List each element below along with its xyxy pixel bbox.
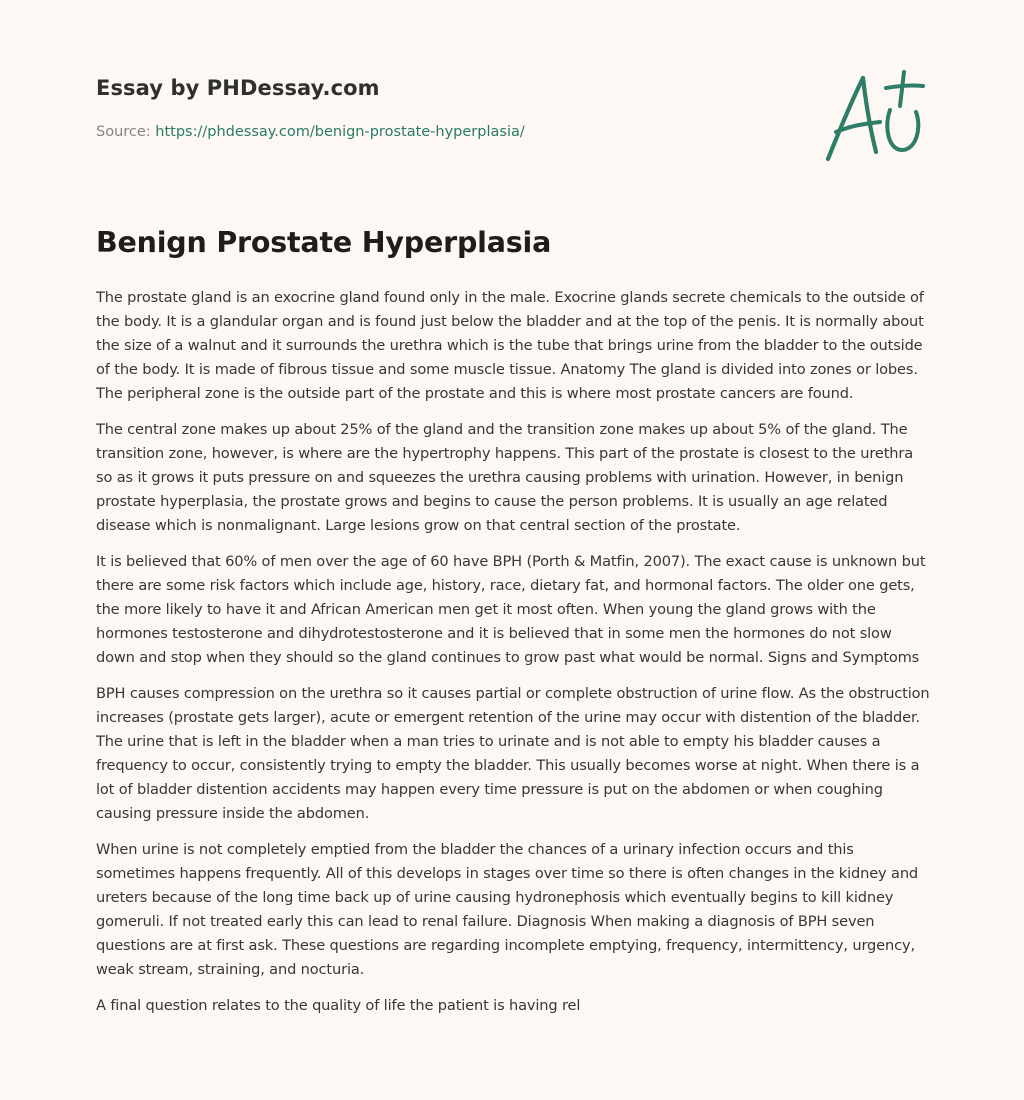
essay-body bbox=[96, 286, 932, 1030]
essay-paragraph: The central zone makes up about 25% of the gland and the transition zone makes up about 5% of the gland. The transition zone, however, is where are the hypertrophy happens. This part of the prostate is closest to the urethra so as it grows it puts pressure on and squeezes the urethra causing problems with urination. However, in benign prostate hyperplasia, the prostate grows and begins to cause the person problems. It is usually an age related disease which is nonmalignant. Large lesions grow on that central section of the prostate. bbox=[96, 421, 914, 534]
site-title: Essay by PHDessay.com bbox=[96, 76, 380, 100]
essay-paragraph: BPH causes compression on the urethra so it causes partial or complete obstruction of urine flow. As the obstruction increases (prostate gets larger), acute or emergent retention of the urine may occur with distention of the bladder. The urine that is left in the bladder when a man tries to urinate and is not able to empty his bladder causes a frequency to occur, consistently trying to empty the bladder. This usually becomes worse at night. When there is a lot of bladder distention accidents may happen every time pressure is put on the abdomen or when coughing causing pressure inside the abdomen. bbox=[96, 685, 930, 822]
essay-paragraph: The prostate gland is an exocrine gland found only in the male. Exocrine glands secrete chemicals to the outside of the body. It is a glandular organ and is found just below the bladder and at the top of the penis. It is normally about the size of a walnut and it surrounds the urethra which is the tube that brings urine from the bladder to the outside of the body. It is made of fibrous tissue and some muscle tissue. Anatomy The gland is divided into zones or lobes. The peripheral zone is the outside part of the prostate and this is where most prostate cancers are found. bbox=[96, 289, 924, 402]
source-link[interactable]: https://phdessay.com/benign-prostate-hyperplasia/ bbox=[155, 124, 525, 140]
a-plus-logo-icon bbox=[820, 66, 930, 166]
essay-paragraph: It is believed that 60% of men over the age of 60 have BPH (Porth & Matfin, 2007). The exact cause is unknown but there are some risk factors which include age, history, race, dietary fat, and hormonal factors. The older one gets, the more likely to have it and African American men get it most often. When young the gland grows with the hormones testosterone and dihydrotestosterone and it is believed that in some men the hormones do not slow down and stop when they should so the gland continues to grow past what would be normal. Signs and Symptoms bbox=[96, 553, 926, 666]
essay-paragraph: A final question relates to the quality of life the patient is having rel bbox=[96, 997, 581, 1014]
essay-title: Benign Prostate Hyperplasia bbox=[96, 226, 552, 259]
source-line bbox=[96, 124, 525, 140]
essay-paragraph: When urine is not completely emptied from the bladder the chances of a urinary infection occurs and this sometimes happens frequently. All of this develops in stages over time so there is often changes in the kidney and ureters because of the long time back up of urine causing hydronephosis which eventually begins to kill kidney gomeruli. If not treated early this can lead to renal failure. Diagnosis When making a diagnosis of BPH seven questions are at first ask. These questions are regarding incomplete emptying, frequency, intermittency, urgency, weak stream, straining, and nocturia. bbox=[96, 841, 919, 978]
source-label: Source: bbox=[96, 124, 156, 140]
